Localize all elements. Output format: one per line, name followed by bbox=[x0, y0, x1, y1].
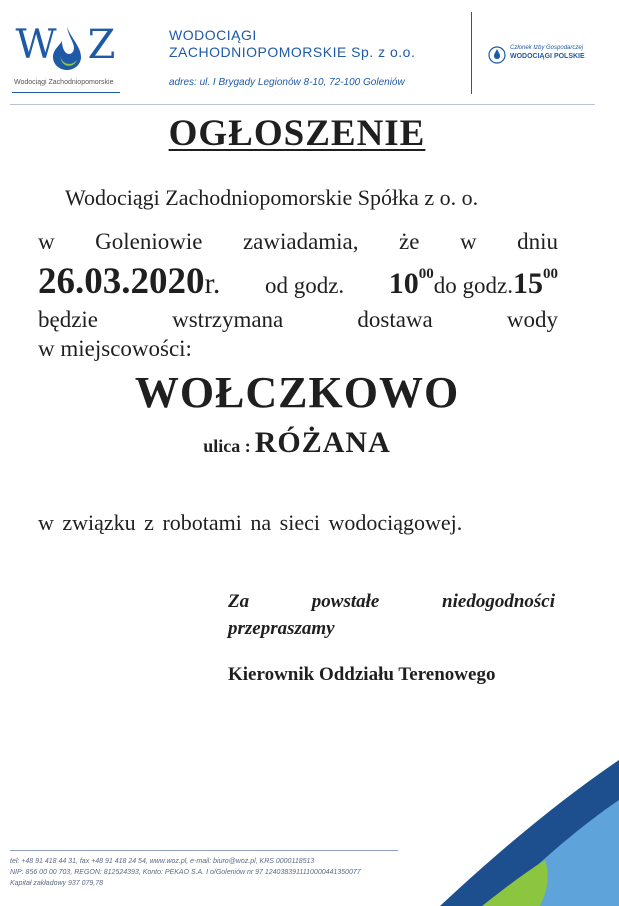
word: wstrzymana bbox=[172, 307, 284, 332]
notice-title: OGŁOSZENIE bbox=[168, 113, 426, 154]
footer-capital: Kapitał zakładowy 937 079,78 bbox=[10, 880, 104, 887]
reason-text: w związku z robotami na sieci wodociągowej. bbox=[38, 510, 463, 535]
street-line bbox=[0, 423, 594, 468]
water-drop-icon bbox=[50, 24, 84, 72]
member-caption: Członek Izby Gospodarczej bbox=[510, 45, 584, 51]
from-hour: 10 bbox=[388, 267, 419, 300]
logo-divider bbox=[12, 92, 120, 93]
company-name-line2: ZACHODNIOPOMORSKIE Sp. z o.o. bbox=[169, 44, 416, 60]
word: wody bbox=[506, 307, 558, 332]
word: w bbox=[38, 229, 55, 254]
from-label: od godz. bbox=[264, 273, 345, 298]
from-time bbox=[389, 264, 558, 306]
apology-line2: przepraszamy bbox=[228, 618, 335, 639]
word: niedogodności bbox=[442, 591, 555, 612]
outage-date: 26.03.2020 bbox=[38, 261, 205, 302]
logo-caption: Wodociągi Zachodniopomorskie bbox=[14, 79, 114, 86]
footer-contact: tel: +48 91 418 44 31, fax +48 91 418 24 54, www.woz.pl, e-mail: biuro@woz.pl, KRS 0000118513 bbox=[10, 858, 315, 865]
word: dniu bbox=[517, 229, 558, 254]
word: że bbox=[399, 229, 420, 254]
logo-wordmark: W Z bbox=[15, 22, 117, 68]
village-name: WOŁCZKOWO bbox=[134, 368, 460, 417]
footer-registration: NIP: 856 00 00 703, REGON: 812524393, Konto: PEKAO S.A. I o/Goleniów nr 97 1240383911110000441350077 bbox=[10, 869, 361, 876]
from-minutes: 00 bbox=[418, 266, 434, 282]
to-label: do godz. bbox=[433, 273, 513, 298]
street-name: RÓŻANA bbox=[254, 426, 391, 459]
header-divider bbox=[10, 104, 595, 105]
to-minutes: 00 bbox=[543, 266, 558, 282]
town-announcement-line bbox=[38, 227, 558, 257]
word: w bbox=[459, 229, 477, 254]
date-time-line bbox=[38, 262, 558, 306]
word: Goleniowie bbox=[95, 229, 203, 254]
word: dostawa bbox=[357, 307, 433, 332]
member-organization: WODOCIĄGI POLSKIE bbox=[510, 53, 585, 60]
date-suffix: r. bbox=[204, 267, 221, 300]
footer-divider bbox=[10, 850, 398, 851]
supply-stop-line bbox=[38, 306, 558, 334]
apology-line1 bbox=[228, 589, 555, 614]
to-hour: 15 bbox=[513, 267, 543, 300]
company-full-name: Wodociągi Zachodniopomorskie Spółka z o. o. bbox=[65, 185, 479, 210]
word: Za bbox=[228, 591, 250, 612]
outage-date-group bbox=[38, 262, 220, 306]
company-name-line1: WODOCIĄGI bbox=[169, 27, 257, 43]
company-address: adres: ul. I Brygady Legionów 8-10, 72-100 Goleniów bbox=[169, 77, 405, 88]
signature: Kierownik Oddziału Terenowego bbox=[228, 664, 496, 685]
street-label: ulica : bbox=[203, 436, 251, 456]
word: zawiadamia, bbox=[242, 229, 359, 254]
word: powstałe bbox=[311, 591, 380, 612]
word: będzie bbox=[38, 307, 99, 332]
locality-label: w miejscowości: bbox=[38, 336, 192, 361]
header-vertical-divider bbox=[471, 12, 472, 94]
